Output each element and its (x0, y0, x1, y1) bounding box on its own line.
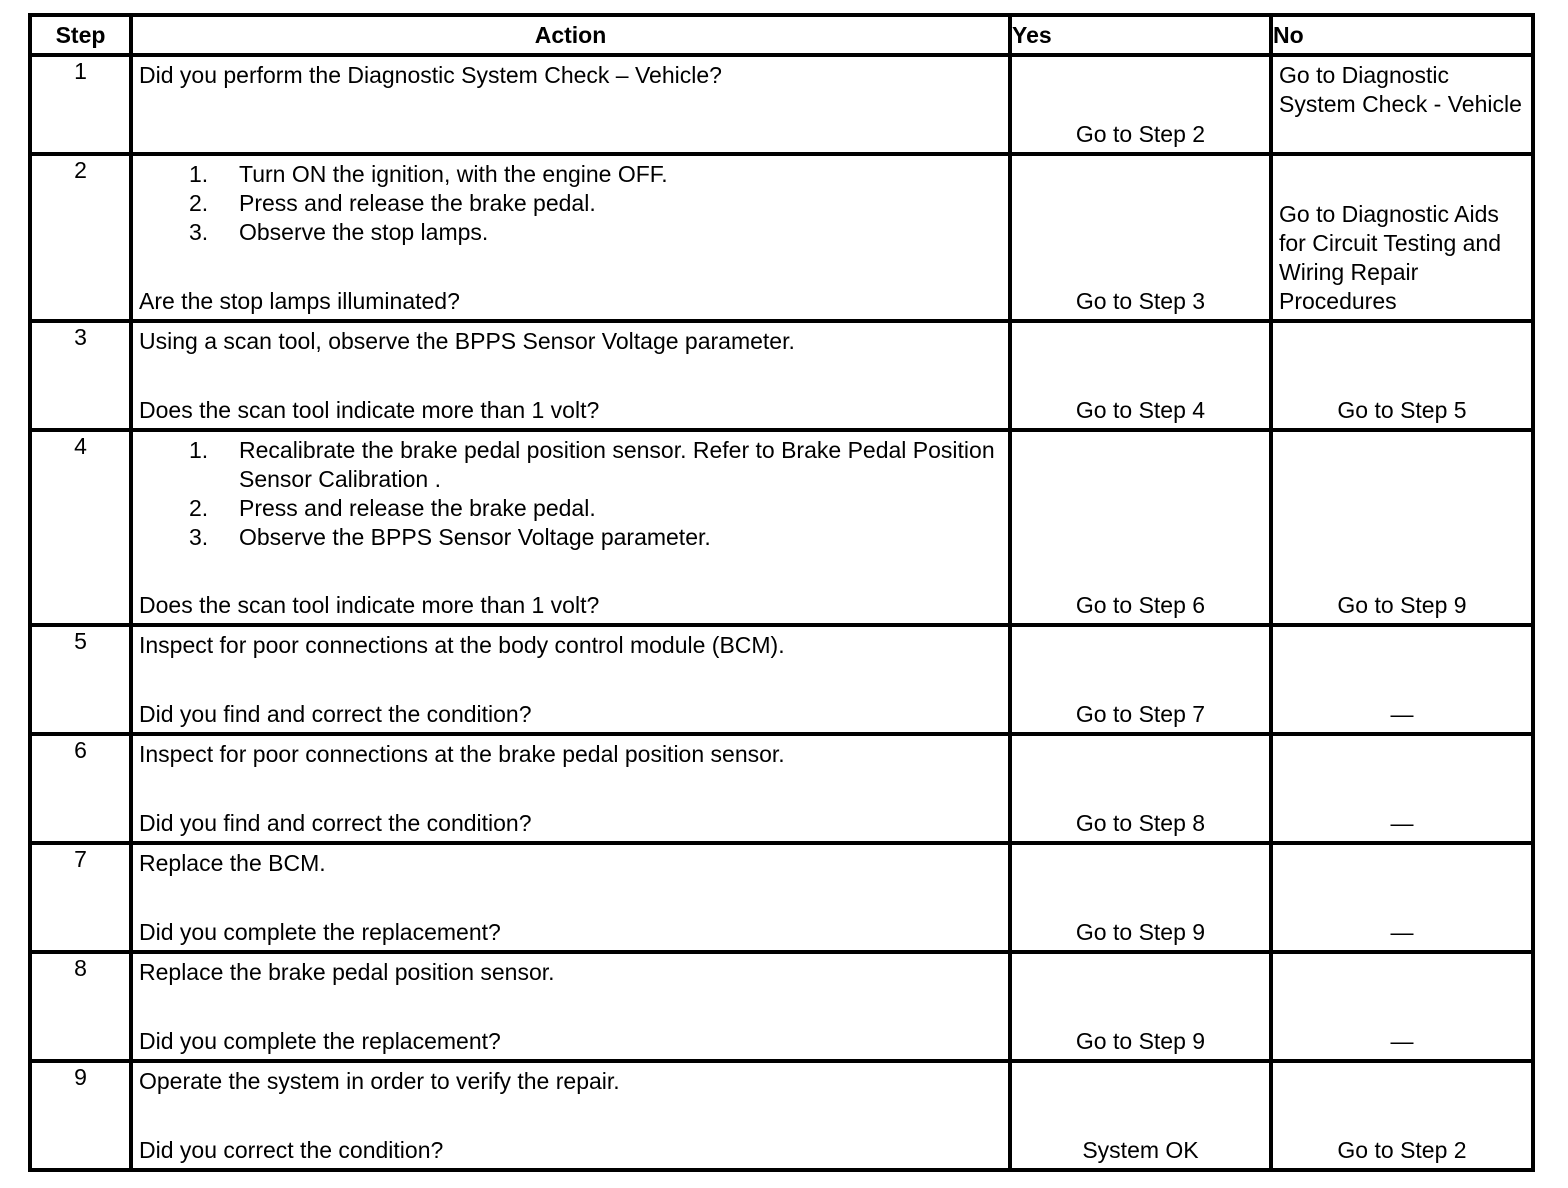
table-header-row (30, 15, 1533, 55)
no-result: — (1390, 919, 1414, 945)
list-item: 2. Press and release the brake pedal. (189, 190, 596, 216)
action-question: Are the stop lamps illuminated? (139, 288, 460, 314)
yes-result: Go to Step 9 (1075, 919, 1206, 945)
action-text: Inspect for poor connections at the brake pedal position sensor. (139, 741, 785, 767)
header-yes: Yes (1010, 15, 1271, 55)
no-cell (1271, 843, 1533, 952)
yes-cell (1010, 321, 1271, 430)
step-number: 1 (30, 55, 131, 154)
action-steps-list (139, 436, 1002, 552)
no-result: — (1390, 1028, 1414, 1054)
yes-result: System OK (1082, 1137, 1199, 1163)
action-text: Did you perform the Diagnostic System Check – Vehicle? (139, 62, 722, 88)
step-number: 5 (30, 625, 131, 734)
action-question: Does the scan tool indicate more than 1 volt? (139, 397, 600, 423)
no-result: Go to Diagnostic Aids for Circuit Testing and Wiring Repair Procedures (1279, 201, 1502, 314)
yes-cell (1010, 625, 1271, 734)
action-cell (131, 843, 1010, 952)
action-question: Did you complete the replacement? (139, 919, 501, 945)
action-question: Did you correct the condition? (139, 1137, 444, 1163)
step-number: 9 (30, 1061, 131, 1170)
action-steps-list (139, 160, 1002, 247)
no-cell (1271, 430, 1533, 625)
action-question: Does the scan tool indicate more than 1 volt? (139, 592, 600, 618)
step-number: 4 (30, 430, 131, 625)
table-row (30, 55, 1533, 154)
yes-cell (1010, 1061, 1271, 1170)
action-text: Operate the system in order to verify the repair. (139, 1068, 620, 1094)
yes-result: Go to Step 6 (1075, 592, 1206, 618)
table-row (30, 154, 1533, 321)
table-row (30, 1061, 1533, 1170)
action-text: Replace the brake pedal position sensor. (139, 959, 555, 985)
table-row (30, 430, 1533, 625)
no-cell (1271, 1061, 1533, 1170)
yes-cell (1010, 154, 1271, 321)
header-action: Action (131, 15, 1010, 55)
yes-result: Go to Step 9 (1075, 1028, 1206, 1054)
action-text: Replace the BCM. (139, 850, 326, 876)
action-text: Using a scan tool, observe the BPPS Sensor Voltage parameter. (139, 328, 795, 354)
no-result: — (1390, 810, 1414, 836)
table-row (30, 952, 1533, 1061)
no-result: Go to Step 5 (1337, 397, 1467, 423)
yes-result: Go to Step 8 (1075, 810, 1206, 836)
no-cell (1271, 55, 1533, 154)
list-item: 3. Observe the stop lamps. (189, 219, 489, 245)
yes-result: Go to Step 2 (1075, 121, 1206, 147)
no-cell (1271, 154, 1533, 321)
no-result: — (1390, 701, 1414, 727)
diagnostic-table (28, 13, 1535, 1172)
action-text: Inspect for poor connections at the body control module (BCM). (139, 632, 785, 658)
table-row (30, 734, 1533, 843)
table-row (30, 321, 1533, 430)
action-question: Did you find and correct the condition? (139, 810, 532, 836)
step-number: 6 (30, 734, 131, 843)
action-cell (131, 154, 1010, 321)
no-result: Go to Step 2 (1337, 1137, 1467, 1163)
yes-cell (1010, 843, 1271, 952)
no-cell (1271, 734, 1533, 843)
no-cell (1271, 952, 1533, 1061)
table-row (30, 625, 1533, 734)
action-cell (131, 321, 1010, 430)
step-number: 3 (30, 321, 131, 430)
yes-result: Go to Step 3 (1075, 288, 1206, 314)
yes-cell (1010, 734, 1271, 843)
action-question: Did you find and correct the condition? (139, 701, 532, 727)
header-step: Step (30, 15, 131, 55)
action-cell (131, 952, 1010, 1061)
yes-result: Go to Step 7 (1075, 701, 1206, 727)
no-cell (1271, 625, 1533, 734)
action-cell (131, 625, 1010, 734)
list-item: 3. Observe the BPPS Sensor Voltage parameter. (189, 524, 711, 550)
list-item: 2. Press and release the brake pedal. (189, 495, 596, 521)
action-cell (131, 55, 1010, 154)
diagnostic-table-container (28, 13, 1535, 1172)
action-cell (131, 430, 1010, 625)
list-item: 1. Turn ON the ignition, with the engine OFF. (189, 161, 668, 187)
step-number: 7 (30, 843, 131, 952)
yes-result: Go to Step 4 (1075, 397, 1206, 423)
yes-cell (1010, 55, 1271, 154)
list-item: 1. Recalibrate the brake pedal position sensor. Refer to Brake Pedal Position Sensor Calibration . (189, 437, 995, 492)
action-cell (131, 734, 1010, 843)
step-number: 2 (30, 154, 131, 321)
no-result: Go to Diagnostic System Check - Vehicle (1279, 62, 1522, 117)
yes-cell (1010, 952, 1271, 1061)
action-cell (131, 1061, 1010, 1170)
no-cell (1271, 321, 1533, 430)
table-row (30, 843, 1533, 952)
header-no: No (1271, 15, 1533, 55)
step-number: 8 (30, 952, 131, 1061)
action-question: Did you complete the replacement? (139, 1028, 501, 1054)
no-result: Go to Step 9 (1337, 592, 1467, 618)
yes-cell (1010, 430, 1271, 625)
